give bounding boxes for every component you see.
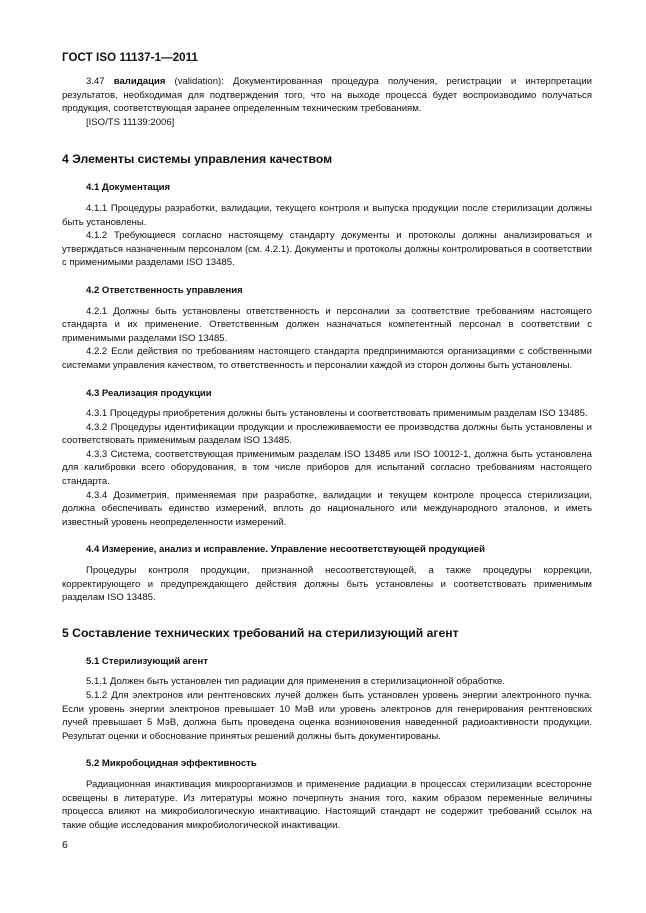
subsection-4-3-title: 4.3 Реализация продукции xyxy=(86,387,212,399)
paragraph-4-1-1: 4.1.1 Процедуры разработки, валидации, текущего контроля и выпуска продукции после стерилизации должны быть установлены. xyxy=(62,202,592,228)
paragraph-5-1-2: 5.1.2 Для электронов или рентгеновских лучей должен быть установлен уровень энергии электронного пучка. Если уровень энергии электронов превышает 10 МэВ или уровень электронов для генерирования рентгеновских лучей превышает 5 МэВ, должна быть проведена оценка возникновения наведенной радиоактивности продукции. Результат оценки и обоснование принятых решений должны быть документированы. xyxy=(62,690,592,742)
subsection-5-1-title: 5.1 Стерилизующий агент xyxy=(86,655,208,667)
definition-text: (validation): Документированная процедура получения, регистрации и интерпретации результатов, необходимая для подтверждения того, что на выходе процесса будет воспроизводимо получаться продукция, соответствующая заранее определенным техническим требованиям. xyxy=(62,76,593,115)
standard-id-header: ГОСТ ISO 11137-1—2011 xyxy=(62,52,199,64)
subsection-4-1-title: 4.1 Документация xyxy=(86,182,171,194)
definition-reference: [ISO/TS 11139:2006] xyxy=(86,116,175,128)
paragraph-4-3-1: 4.3.1 Процедуры приобретения должны быть установлены и соответствовать применимым разделам ISO 13485. xyxy=(86,408,588,420)
definition-number: 3.47 xyxy=(86,76,105,87)
paragraph-5-1-1: 5.1.1 Должен быть установлен тип радиации для применения в стерилизационной обработке. xyxy=(86,676,505,688)
subsection-4-2-title: 4.2 Ответственность управления xyxy=(86,284,243,296)
page-number: 6 xyxy=(62,839,68,851)
paragraph-4-4: Процедуры контроля продукции, признанной несоответствующей, а также процедуры коррекции, корректирующего и предупреждающего действия должны быть установлены и соответствовать применимым разделам ISO 13485. xyxy=(62,565,592,604)
paragraph-4-2-2: 4.2.2 Если действия по требованиям настоящего стандарта предпринимаются организациями с собственными системами управления качеством, то ответственность и персоналии каждой из сторон должны быть установлены. xyxy=(62,346,592,371)
paragraph-5-2: Радиационная инактивация микроорганизмов и применение радиации в процессах стерилизации всесторонне освещены в литературе. Из литературы можно почерпнуть знания того, каким образом переменные величины процесса влияют на микробиологическую инактивацию. Настоящий стандарт не содержит требований ссылок на такие общие исследования микробиологической инактивации. xyxy=(62,778,592,831)
paragraph-4-3-3: 4.3.3 Система, соответствующая применимым разделам ISO 13485 или ISO 10012-1, должна быть установлена для калибровки всего оборудования, в том числе приборов для испытаний согласно требованиям настоящего стандарта. xyxy=(62,448,592,488)
paragraph-4-3-2: 4.3.2 Процедуры идентификации продукции и прослеживаемости ее производства должны быть установлены и соответствовать применимым разделам ISO 13485. xyxy=(62,421,592,447)
paragraph-4-2-1: 4.2.1 Должны быть установлены ответственность и персоналии за соответствие требованиям настоящего стандарта и их применение. Ответственным должен назначаться компетентный персонал в соответствии с применимыми разделами ISO 13485. xyxy=(62,305,592,344)
page-content xyxy=(62,75,592,832)
definition-term: валидация xyxy=(113,76,166,87)
paragraph-4-1-2: 4.1.2 Требующиеся согласно настоящему стандарту документы и протоколы должны анализироваться и утверждаться назначенным персоналом (см. 4.2.1). Документы и протоколы должны контролироваться в соответствии с применимыми разделами ISO 13485. xyxy=(62,230,592,269)
subsection-5-2-title: 5.2 Микробоцидная эффективность xyxy=(86,758,257,770)
paragraph-4-3-4: 4.3.4 Дозиметрия, применяемая при разработке, валидации и текущем контроле процесса стерилизации, должна обеспечивать единство измерений, вплоть до национального или международного эталонов, и иметь известный уровень неопределенности измерений. xyxy=(62,489,592,528)
definition-3-47 xyxy=(62,75,592,116)
section-4-title: 4 Элементы системы управления качеством xyxy=(62,152,333,167)
subsection-4-4-title: 4.4 Измерение, анализ и исправление. Управление несоответствующей продукцией xyxy=(86,544,485,556)
section-5-title: 5 Составление технических требований на стерилизующий агент xyxy=(62,625,459,640)
